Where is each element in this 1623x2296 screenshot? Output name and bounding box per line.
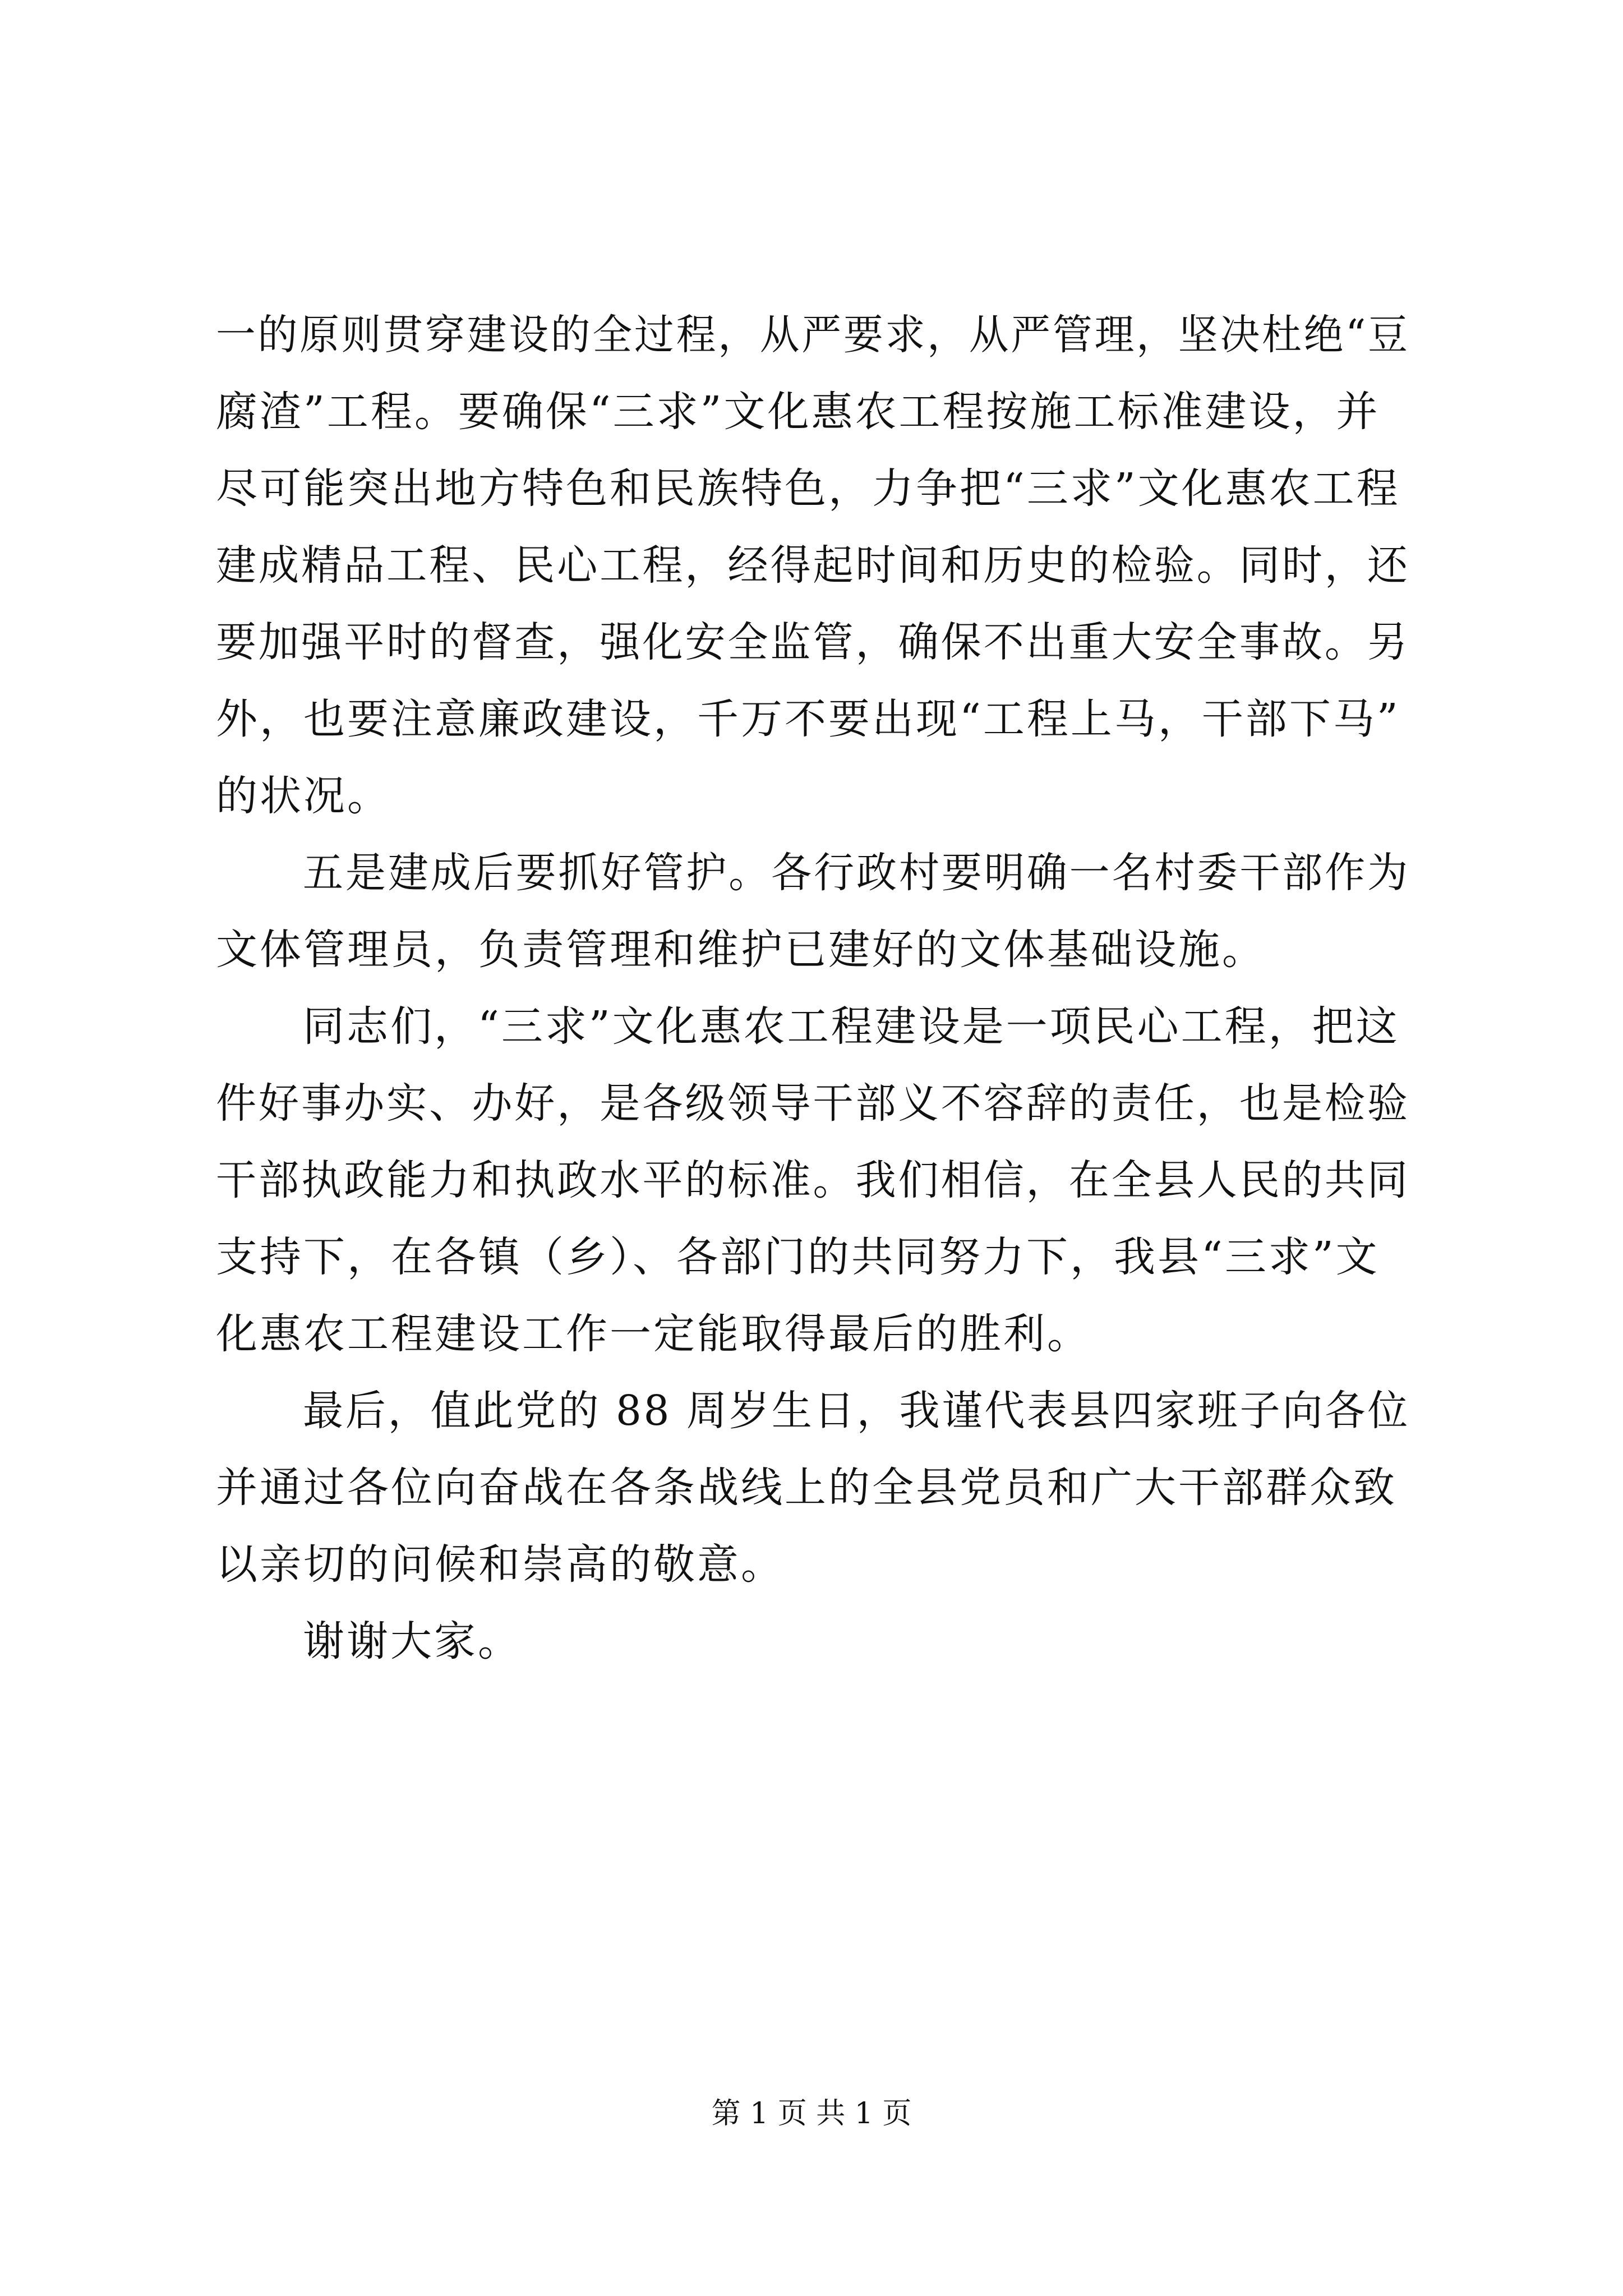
paragraph-1-line-1: 一的原则贯穿建设的全过程，从严要求，从严管理，坚决杜绝“豆 — [216, 311, 1410, 359]
paragraph-3-line-3: 干部执政能力和执政水平的标准。我们相信，在全县人民的共同 — [216, 1156, 1410, 1204]
paragraph-4-line-2: 并通过各位向奋战在各条战线上的全县党员和广大干部群众致 — [216, 1464, 1397, 1512]
paragraph-1-line-3: 尽可能突出地方特色和民族特色，力争把“三求”文化惠农工程 — [216, 464, 1400, 513]
paragraph-1-line-6: 外，也要注意廉政建设，千万不要出现“工程上马，干部下马” — [216, 695, 1400, 743]
paragraph-2-line-1: 五是建成后要抓好管护。各行政村要明确一名村委干部作为 — [303, 849, 1410, 897]
paragraph-1-line-5: 要加强平时的督查，强化安全监管，确保不出重大安全事故。另 — [216, 618, 1410, 666]
paragraph-1-line-7: 的状况。 — [216, 772, 391, 820]
paragraph-3-line-4: 支持下，在各镇（乡）、各部门的共同努力下，我县“三求”文 — [216, 1233, 1380, 1281]
paragraph-3-line-1: 同志们，“三求”文化惠农工程建设是一项民心工程，把这 — [303, 1002, 1400, 1051]
paragraph-4-line-3: 以亲切的问候和崇高的敬意。 — [216, 1540, 785, 1589]
paragraph-3-line-2: 件好事办实、办好，是各级领导干部义不容辞的责任，也是检验 — [216, 1079, 1410, 1128]
paragraph-2-line-2: 文体管理员，负责管理和维护已建好的文体基础设施。 — [216, 926, 1266, 974]
paragraph-1-line-2: 腐渣”工程。要确保“三求”文化惠农工程按施工标准建设，并 — [216, 388, 1380, 436]
paragraph-3-line-5: 化惠农工程建设工作一定能取得最后的胜利。 — [216, 1310, 1091, 1358]
paragraph-4-line-1: 最后，值此党的 88 周岁生日，我谨代表县四家班子向各位 — [303, 1387, 1410, 1435]
paragraph-5-line-1: 谢谢大家。 — [303, 1617, 522, 1665]
paragraph-1-line-4: 建成精品工程、民心工程，经得起时间和历史的检验。同时，还 — [216, 541, 1410, 590]
page-number-footer: 第 1 页 共 1 页 — [711, 2097, 912, 2131]
